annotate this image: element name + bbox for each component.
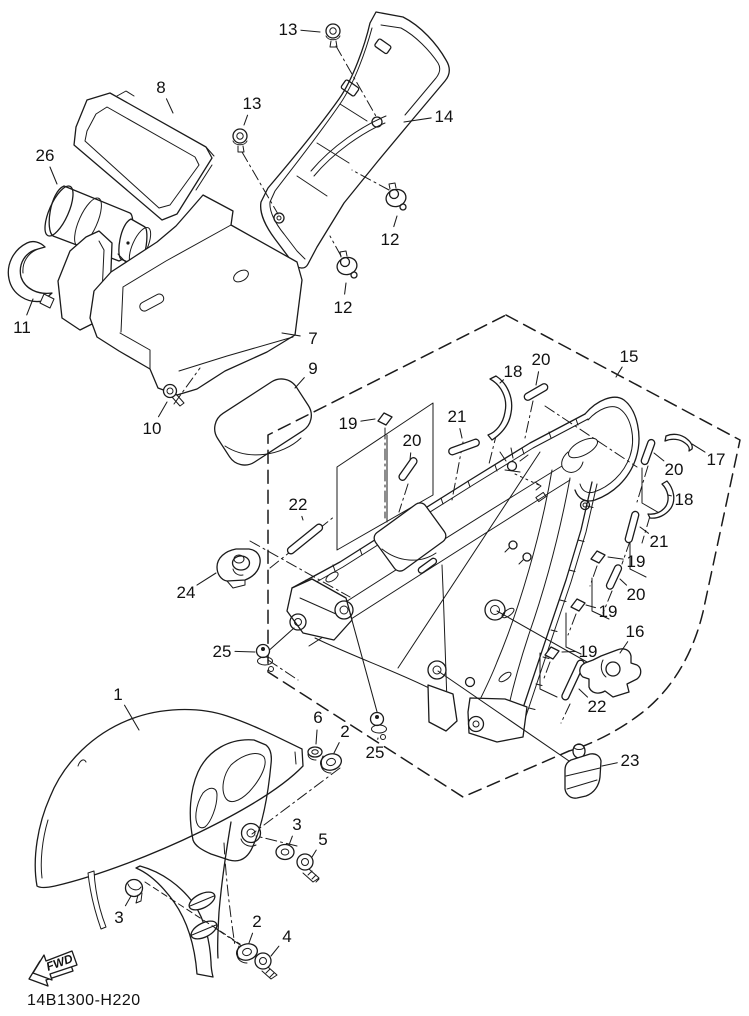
- callout-18[interactable]: [500, 362, 522, 383]
- callout-number[interactable]: 2: [340, 722, 350, 741]
- callout-leader: [271, 946, 279, 956]
- nut-6: [308, 747, 322, 760]
- callout-leader: [302, 516, 303, 520]
- callout-leader: [460, 429, 462, 438]
- callout-leader: [334, 743, 339, 753]
- callout-leader: [394, 216, 397, 227]
- strip-17: [665, 434, 692, 451]
- callout-leader: [361, 419, 375, 421]
- callout-number[interactable]: 3: [292, 815, 302, 834]
- callout-number[interactable]: 9: [308, 359, 318, 378]
- callout-number[interactable]: 21: [447, 407, 467, 426]
- callout-leader: [249, 933, 253, 943]
- callout-leader: [301, 30, 320, 32]
- callout-number[interactable]: 7: [308, 329, 318, 348]
- callout-leader: [410, 453, 411, 460]
- callout-number[interactable]: 25: [365, 743, 385, 762]
- bolt-12-lower: [330, 236, 359, 278]
- callout-12[interactable]: [334, 283, 353, 317]
- callout-11[interactable]: [13, 299, 33, 337]
- callout-19[interactable]: [562, 642, 597, 661]
- clip-icon: [500, 448, 541, 490]
- callout-leader: [602, 763, 617, 766]
- callout-number[interactable]: 26: [35, 146, 55, 165]
- screw-5: [297, 854, 319, 882]
- callout-10[interactable]: [143, 402, 167, 438]
- strip-21-a: [448, 438, 480, 456]
- callout-20[interactable]: [620, 579, 645, 604]
- callout-16[interactable]: [620, 622, 644, 653]
- callout-number[interactable]: 8: [156, 78, 166, 97]
- part-23-reflector: [565, 744, 601, 798]
- part-24-hook: [217, 549, 260, 588]
- callout-number[interactable]: 4: [282, 927, 292, 946]
- strip-22-left: [286, 523, 324, 556]
- callout-number[interactable]: 12: [333, 298, 353, 317]
- callout-number[interactable]: 17: [706, 450, 726, 469]
- diagram-code: 14B1300-H220: [27, 992, 141, 1009]
- callout-23[interactable]: [602, 751, 639, 770]
- callout-leader: [640, 527, 649, 533]
- callout-leader: [50, 167, 57, 184]
- callout-number[interactable]: 20: [626, 585, 646, 604]
- part-1-front-fender: [35, 710, 340, 977]
- part-14-rear-fender-inner: [261, 12, 450, 268]
- callout-2[interactable]: [249, 912, 262, 943]
- callout-number[interactable]: 3: [114, 908, 124, 927]
- washer-3-upper: [276, 845, 294, 860]
- callout-number[interactable]: 20: [664, 460, 684, 479]
- callout-8[interactable]: [156, 78, 173, 113]
- part-9-pad: [208, 372, 318, 472]
- callout-number[interactable]: 21: [649, 532, 669, 551]
- fwd-label: FWD: [44, 951, 75, 974]
- callout-20[interactable]: [403, 431, 422, 460]
- callout-number[interactable]: 15: [619, 347, 639, 366]
- callout-number[interactable]: 24: [176, 583, 196, 602]
- callout-number[interactable]: 16: [625, 622, 645, 641]
- callout-2[interactable]: [334, 722, 350, 753]
- fwd-arrow-icon: [29, 951, 77, 986]
- callout-4[interactable]: [271, 927, 292, 956]
- callout-leader: [562, 651, 575, 652]
- callout-number[interactable]: 22: [288, 495, 308, 514]
- callout-6[interactable]: [313, 708, 322, 744]
- callout-13[interactable]: [243, 94, 262, 125]
- strip-20-c: [640, 439, 655, 466]
- callout-3[interactable]: [114, 896, 131, 927]
- damper-19-a: [378, 413, 392, 425]
- callout-number[interactable]: 20: [402, 431, 422, 450]
- callout-leader: [166, 99, 173, 113]
- damper-19-c: [571, 599, 585, 611]
- part-11-band: [8, 242, 54, 308]
- callout-13[interactable]: [279, 20, 320, 39]
- callout-leader: [235, 651, 255, 652]
- damper-19-d: [545, 647, 559, 659]
- callout-9[interactable]: [295, 359, 318, 388]
- callout-number[interactable]: 14: [434, 107, 454, 126]
- callout-leader: [158, 402, 167, 417]
- callout-25[interactable]: [366, 738, 385, 762]
- strip-21-b: [624, 511, 639, 544]
- callout-leader: [27, 299, 33, 315]
- callout-number[interactable]: 18: [503, 362, 523, 381]
- callout-number[interactable]: 13: [242, 94, 262, 113]
- callout-number[interactable]: 18: [674, 490, 694, 509]
- callout-number[interactable]: 13: [278, 20, 298, 39]
- callout-leader: [579, 689, 588, 697]
- callout-17[interactable]: [692, 444, 725, 469]
- screw-4: [255, 953, 277, 979]
- callout-number[interactable]: 11: [13, 318, 31, 337]
- callout-22[interactable]: [289, 495, 308, 520]
- callout-number[interactable]: 2: [252, 912, 262, 931]
- callout-number[interactable]: 23: [620, 751, 640, 770]
- strip-20-d: [605, 564, 622, 591]
- callout-leader: [692, 444, 705, 452]
- callout-19[interactable]: [586, 602, 617, 621]
- callout-leader: [289, 836, 292, 845]
- callout-leader: [620, 579, 627, 585]
- callout-24[interactable]: [177, 573, 216, 602]
- callout-number[interactable]: 25: [212, 642, 232, 661]
- callout-26[interactable]: [36, 146, 57, 184]
- callout-19[interactable]: [339, 414, 375, 433]
- callout-number[interactable]: 6: [313, 708, 323, 727]
- callout-number[interactable]: 5: [318, 830, 328, 849]
- callout-22[interactable]: [579, 689, 606, 716]
- callout-leader: [316, 730, 317, 744]
- callout-leader: [125, 896, 131, 906]
- callout-15[interactable]: [616, 347, 638, 377]
- callout-leader: [345, 283, 346, 294]
- callout-20[interactable]: [654, 453, 683, 479]
- callout-number[interactable]: 1: [113, 685, 123, 704]
- callout-21[interactable]: [640, 527, 668, 551]
- rivet-3-lower: [126, 880, 143, 904]
- callout-leader: [312, 850, 316, 857]
- callout-20[interactable]: [532, 350, 551, 385]
- damper-19-b: [591, 551, 605, 563]
- callout-21[interactable]: [448, 407, 467, 438]
- callout-leader: [295, 378, 304, 388]
- callout-number[interactable]: 20: [531, 350, 551, 369]
- screw-25-right: [371, 713, 387, 740]
- callout-number[interactable]: 19: [338, 414, 358, 433]
- strip-20-a: [398, 456, 419, 481]
- grommet-2-upper: [319, 752, 343, 773]
- callout-number[interactable]: 19: [578, 642, 598, 661]
- callout-12[interactable]: [381, 216, 400, 249]
- callout-number[interactable]: 12: [380, 230, 400, 249]
- callout-leader: [608, 557, 623, 559]
- callout-5[interactable]: [312, 830, 328, 857]
- callout-number[interactable]: 10: [142, 419, 162, 438]
- callout-number[interactable]: 19: [626, 552, 646, 571]
- strip-18-b: [648, 481, 674, 518]
- strip-18-a: [488, 376, 512, 440]
- callout-3[interactable]: [289, 815, 302, 845]
- callout-leader: [654, 453, 664, 461]
- callout-leader: [244, 115, 248, 125]
- callout-leader: [536, 372, 539, 385]
- callout-number[interactable]: 22: [587, 697, 607, 716]
- callout-leader: [586, 605, 595, 608]
- callout-leader: [197, 573, 216, 585]
- callout-25[interactable]: [213, 642, 255, 661]
- callout-number[interactable]: 19: [598, 602, 618, 621]
